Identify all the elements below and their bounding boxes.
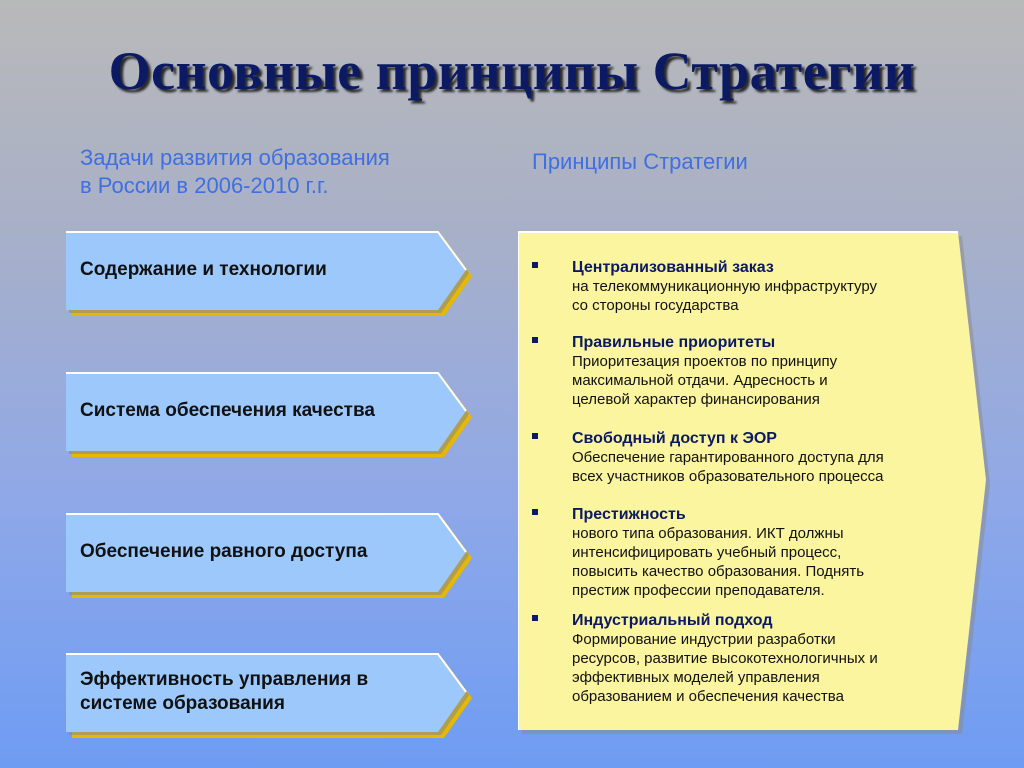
tasks-heading: Задачи развития образования в России в 2006-2010 г.г. — [80, 145, 390, 198]
task-label: Эффективность управления в системе образования — [80, 669, 369, 714]
principle-item — [532, 333, 972, 409]
principle-item — [532, 611, 972, 706]
principle-heading: Индустриальный подход — [572, 612, 773, 629]
principle-text: на телекоммуникационную инфраструктуру со стороны государства — [572, 278, 878, 314]
bullet-icon — [532, 433, 538, 439]
principle-item — [532, 429, 972, 486]
bullet-icon — [532, 262, 538, 268]
task-box-equal-access — [66, 512, 474, 598]
bullet-icon — [532, 509, 538, 515]
task-label: Содержание и технологии — [80, 259, 327, 280]
task-box-content-technology — [66, 230, 474, 316]
task-label: Система обеспечения качества — [80, 400, 375, 421]
principle-text: Обеспечение гарантированного доступа для всех участников образовательного процесса — [572, 449, 884, 485]
principle-heading: Престижность — [572, 506, 686, 523]
bullet-icon — [532, 337, 538, 343]
principle-item — [532, 505, 972, 600]
principle-heading: Свободный доступ к ЭОР — [572, 430, 777, 447]
principle-heading: Правильные приоритеты — [572, 334, 776, 351]
principle-text: Приоритезация проектов по принципу максимальной отдачи. Адресность и целевой характер финансирования — [572, 353, 838, 408]
principle-text: Формирование индустрии разработки ресурсов, развитие высокотехнологичных и эффективных моделей управления образованием и обеспечения качества — [572, 631, 878, 705]
principle-text: нового типа образования. ИКТ должны интенсифицировать учебный процесс, повысить качество образования. Поднять престиж профессии преподавателя. — [572, 525, 865, 599]
task-label: Обеспечение равного доступа — [80, 541, 368, 562]
task-box-management-efficiency — [66, 652, 474, 738]
principles-panel — [518, 230, 992, 736]
task-box-quality-system — [66, 371, 474, 457]
principles-heading: Принципы Стратегии — [532, 149, 748, 174]
slide-title: Основные принципы Стратегии — [108, 41, 916, 101]
bullet-icon — [532, 615, 538, 621]
principle-heading: Централизованный заказ — [572, 259, 774, 276]
principle-item — [532, 258, 972, 315]
